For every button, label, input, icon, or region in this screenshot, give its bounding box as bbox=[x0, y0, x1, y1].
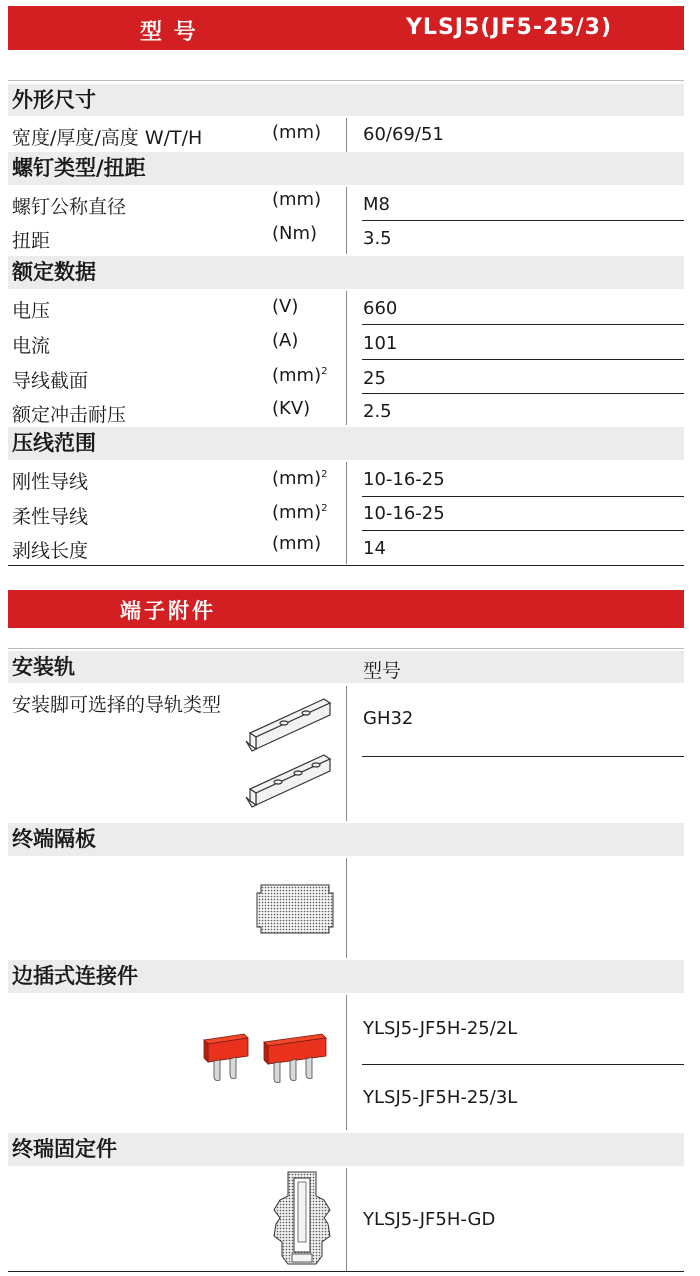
rigid-wire-unit bbox=[272, 468, 328, 489]
model-header-label: 型 号 bbox=[140, 20, 198, 45]
current-label: 电流 bbox=[12, 335, 51, 357]
wire-section-value: 25 bbox=[363, 368, 386, 389]
strip-length-value: 14 bbox=[363, 538, 386, 559]
rail-description: 安装脚可选择的导轨类型 bbox=[12, 694, 222, 716]
unit-superscript: 2 bbox=[321, 366, 328, 377]
din-rail-icon bbox=[244, 693, 336, 811]
rail-model-label: 型号 bbox=[363, 660, 402, 682]
flexible-wire-label: 柔性导线 bbox=[12, 506, 89, 528]
voltage-value: 660 bbox=[363, 298, 398, 319]
end-bracket-icon bbox=[270, 1170, 334, 1270]
unit-text: (mm) bbox=[272, 365, 322, 386]
torque-value: 3.5 bbox=[363, 228, 392, 249]
column-divider bbox=[346, 995, 347, 1130]
model-number: YLSJ5(JF5-25/3) bbox=[406, 15, 613, 40]
section-crimp: 压线范围 bbox=[8, 427, 684, 460]
column-divider bbox=[346, 858, 347, 958]
screw-diameter-label: 螺钉公称直径 bbox=[12, 196, 127, 218]
unit-text: (mm) bbox=[272, 502, 322, 523]
unit-superscript: 2 bbox=[321, 503, 328, 514]
current-unit: (A) bbox=[272, 330, 299, 351]
row-line bbox=[362, 530, 684, 531]
impulse-voltage-unit: (KV) bbox=[272, 398, 311, 419]
row-line bbox=[362, 393, 684, 394]
unit-superscript: 2 bbox=[321, 469, 328, 480]
row-line bbox=[362, 496, 684, 497]
dimension-value: 60/69/51 bbox=[363, 124, 444, 145]
row-line bbox=[362, 359, 684, 360]
section-end-plate: 终端隔板 bbox=[8, 823, 684, 856]
rigid-wire-value: 10-16-25 bbox=[363, 469, 445, 490]
column-divider bbox=[346, 462, 347, 564]
divider bbox=[8, 80, 684, 81]
column-divider bbox=[346, 291, 347, 425]
strip-length-unit: (mm) bbox=[272, 533, 322, 554]
column-divider bbox=[346, 686, 347, 821]
connector-model-3l: YLSJ5-JF5H-25/3L bbox=[363, 1087, 518, 1108]
voltage-unit: (V) bbox=[272, 296, 299, 317]
row-line bbox=[362, 756, 684, 757]
row-line bbox=[362, 324, 684, 325]
voltage-label: 电压 bbox=[12, 300, 51, 322]
divider bbox=[8, 648, 684, 649]
screw-diameter-unit: (mm) bbox=[272, 189, 322, 210]
divider bbox=[8, 565, 684, 566]
strip-length-label: 剥线长度 bbox=[12, 540, 89, 562]
column-divider bbox=[346, 1168, 347, 1271]
connector-model-2l: YLSJ5-JF5H-25/2L bbox=[363, 1018, 518, 1039]
dimension-unit: (mm) bbox=[272, 122, 322, 143]
end-fixer-model: YLSJ5-JF5H-GD bbox=[363, 1209, 496, 1230]
section-rated: 额定数据 bbox=[8, 256, 684, 289]
section-dimensions: 外形尺寸 bbox=[8, 84, 684, 116]
divider bbox=[8, 1271, 684, 1272]
screw-diameter-value: M8 bbox=[363, 194, 390, 215]
accessories-header bbox=[8, 590, 684, 628]
current-value: 101 bbox=[363, 333, 398, 354]
end-plate-icon bbox=[255, 883, 335, 935]
accessories-title: 端子附件 bbox=[120, 599, 216, 623]
unit-text: (mm) bbox=[272, 468, 322, 489]
impulse-voltage-value: 2.5 bbox=[363, 401, 392, 422]
section-rail: 安装轨 bbox=[8, 651, 684, 683]
section-connector: 边插式连接件 bbox=[8, 960, 684, 993]
impulse-voltage-label: 额定冲击耐压 bbox=[12, 404, 127, 426]
section-end-fixer: 终瑞固定件 bbox=[8, 1133, 684, 1166]
rail-model: GH32 bbox=[363, 708, 414, 729]
rigid-wire-label: 刚性导线 bbox=[12, 471, 89, 493]
column-divider bbox=[346, 187, 347, 254]
flexible-wire-unit bbox=[272, 502, 328, 523]
jumper-connector-icon bbox=[196, 1030, 334, 1088]
wire-section-label: 导线截面 bbox=[12, 370, 89, 392]
wire-section-unit bbox=[272, 365, 328, 386]
section-screw: 螺钉类型/扭距 bbox=[8, 152, 684, 185]
dimension-label: 宽度/厚度/高度 W/T/H bbox=[12, 127, 203, 149]
column-divider bbox=[346, 118, 347, 152]
model-header bbox=[8, 6, 684, 50]
row-line bbox=[362, 220, 684, 221]
row-line bbox=[362, 1064, 684, 1065]
flexible-wire-value: 10-16-25 bbox=[363, 503, 445, 524]
torque-label: 扭距 bbox=[12, 230, 51, 252]
torque-unit: (Nm) bbox=[272, 223, 318, 244]
